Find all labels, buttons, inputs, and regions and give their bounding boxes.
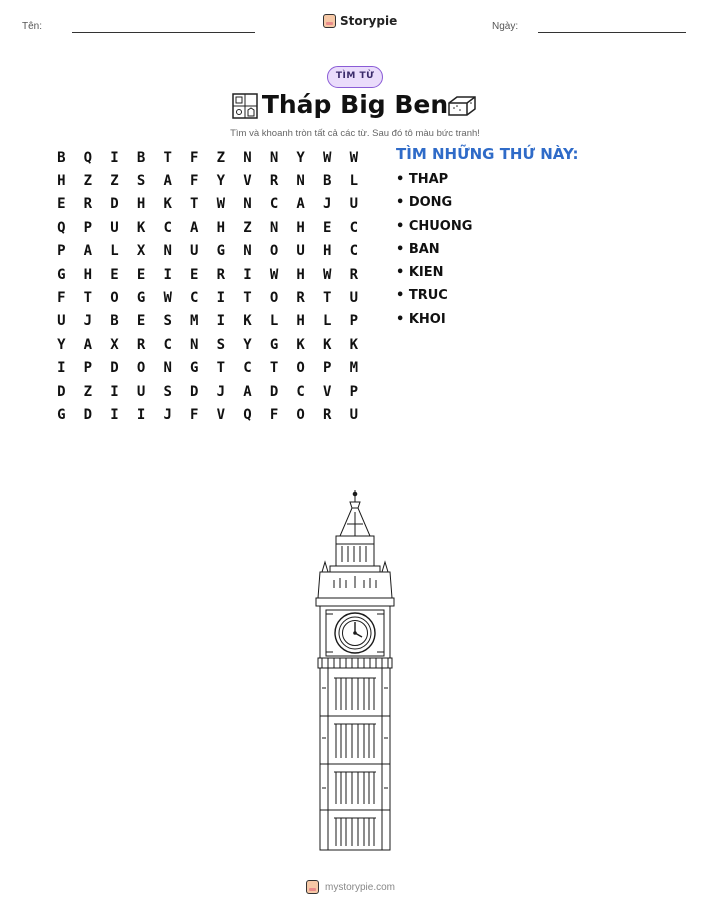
grid-letter: P [57, 243, 66, 260]
word-list-item: • CHUONG [396, 218, 473, 234]
grid-letter: U [57, 313, 66, 330]
grid-letter: T [243, 290, 252, 307]
grid-letter: T [323, 290, 332, 307]
grid-letter: U [349, 290, 359, 307]
grid-letter: P [83, 360, 93, 377]
grid-letter: D [110, 196, 119, 213]
grid-letter: I [110, 149, 119, 166]
grid-letter: E [323, 219, 332, 236]
date-line [538, 32, 686, 33]
grid-letter: E [57, 196, 66, 213]
brick-icon [446, 94, 478, 118]
grid-letter: S [136, 173, 146, 190]
grid-letter: K [136, 219, 146, 236]
grid-letter: Z [216, 149, 226, 166]
page-title: Tháp Big Ben [261, 90, 449, 119]
grid-letter: F [190, 173, 199, 190]
grid-letter: C [349, 219, 359, 236]
grid-letter: D [57, 383, 66, 400]
grid-letter: P [349, 313, 359, 330]
grid-letter: O [296, 406, 305, 423]
grid-row [48, 310, 367, 333]
grid-letter: Q [57, 219, 66, 236]
grid-letter: V [323, 383, 332, 400]
grid-letter: N [163, 243, 172, 260]
grid-row [48, 403, 367, 426]
word-list-item: • TRUC [396, 288, 448, 304]
grid-letter: Y [216, 173, 226, 190]
grid-letter: I [110, 406, 119, 423]
grid-letter: K [163, 196, 172, 213]
grid-letter: H [296, 266, 305, 283]
grid-letter: B [323, 173, 332, 190]
grid-letter: X [110, 336, 119, 353]
grid-letter: K [349, 336, 359, 353]
grid-letter: Z [83, 173, 93, 190]
grid-letter: E [110, 266, 119, 283]
grid-letter: W [323, 266, 332, 283]
grid-letter: A [83, 243, 93, 260]
grid-letter: Z [83, 383, 93, 400]
grid-letter: R [349, 266, 359, 283]
find-list-title: TÌM NHỮNG THỨ NÀY: [396, 145, 579, 163]
grid-letter: J [323, 196, 332, 213]
grid-letter: U [136, 383, 146, 400]
grid-letter: K [296, 336, 305, 353]
instructions: Tìm và khoanh tròn tất cả các từ. Sau đó tô màu bức tranh! [230, 128, 480, 139]
grid-letter: U [349, 196, 359, 213]
grid-letter: I [243, 266, 252, 283]
grid-letter: A [163, 173, 172, 190]
grid-letter: O [296, 360, 305, 377]
grid-letter: F [57, 290, 66, 307]
grid-letter: C [269, 196, 279, 213]
date-label: Ngày: [492, 21, 519, 32]
grid-letter: T [83, 290, 93, 307]
grid-letter: L [323, 313, 332, 330]
grid-letter: R [323, 406, 332, 423]
grid-letter: K [323, 336, 332, 353]
grid-letter: U [190, 243, 199, 260]
grid-letter: L [349, 173, 359, 190]
grid-row [48, 263, 367, 286]
grid-letter: U [349, 406, 359, 423]
grid-letter: X [136, 243, 146, 260]
grid-letter: N [243, 196, 252, 213]
grid-letter: I [57, 360, 66, 377]
grid-letter: S [163, 383, 172, 400]
grid-letter: H [216, 219, 226, 236]
grid-letter: D [83, 406, 93, 423]
name-label: Tên: [22, 21, 43, 32]
grid-letter: N [243, 243, 252, 260]
grid-letter: D [269, 383, 279, 400]
grid-letter: H [296, 219, 305, 236]
footer [306, 880, 395, 894]
grid-letter: D [190, 383, 199, 400]
brand-logo [323, 14, 397, 28]
grid-letter: G [57, 406, 66, 423]
grid-letter: Q [243, 406, 252, 423]
word-list-item: • KIEN [396, 265, 444, 281]
grid-letter: C [243, 360, 252, 377]
grid-letter: T [163, 149, 172, 166]
grid-letter: H [323, 243, 332, 260]
grid-letter: G [269, 336, 279, 353]
grid-letter: N [190, 336, 199, 353]
grid-letter: B [136, 149, 146, 166]
grid-letter: R [216, 266, 226, 283]
grid-letter: L [269, 313, 279, 330]
grid-letter: O [269, 290, 279, 307]
grid-letter: H [83, 266, 93, 283]
grid-letter: P [83, 219, 93, 236]
grid-row [48, 216, 367, 239]
grid-letter: N [296, 173, 305, 190]
footer-url: mystorypie.com [325, 881, 396, 893]
grid-letter: E [190, 266, 199, 283]
big-ben-illustration [300, 488, 410, 856]
grid-letter: V [216, 406, 226, 423]
grid-letter: Y [296, 149, 305, 166]
grid-letter: A [296, 196, 305, 213]
grid-letter: Z [243, 219, 252, 236]
grid-row [48, 333, 367, 356]
storypie-footer-logo-icon [306, 880, 319, 894]
grid-letter: N [243, 149, 252, 166]
grid-letter: L [110, 243, 119, 260]
word-list [396, 170, 472, 333]
grid-letter: P [323, 360, 332, 377]
grid-row [48, 380, 367, 403]
brand-name: Storypie [340, 14, 398, 28]
grid-letter: R [136, 336, 146, 353]
grid-letter: K [243, 313, 252, 330]
grid-letter: O [110, 290, 119, 307]
grid-letter: E [136, 313, 146, 330]
grid-letter: Q [83, 149, 93, 166]
grid-letter: I [216, 290, 226, 307]
grid-letter: H [296, 313, 305, 330]
grid-letter: V [243, 173, 252, 190]
grid-letter: E [136, 266, 146, 283]
grid-letter: C [163, 219, 172, 236]
grid-row [48, 146, 367, 169]
grid-letter: P [349, 383, 359, 400]
grid-letter: W [349, 149, 359, 166]
grid-letter: S [163, 313, 172, 330]
grid-letter: J [216, 383, 226, 400]
grid-letter: F [190, 149, 199, 166]
grid-letter: B [110, 313, 119, 330]
word-search-grid [48, 146, 367, 427]
grid-letter: S [216, 336, 226, 353]
grid-letter: H [136, 196, 146, 213]
word-list-item: • DONG [396, 195, 453, 211]
name-line [72, 32, 255, 33]
grid-letter: F [190, 406, 199, 423]
map-icon [231, 92, 259, 120]
grid-row [48, 169, 367, 192]
grid-letter: W [163, 290, 172, 307]
grid-letter: U [110, 219, 119, 236]
grid-letter: I [136, 406, 146, 423]
grid-row [48, 193, 367, 216]
storypie-logo-icon [323, 14, 336, 28]
grid-letter: G [136, 290, 146, 307]
grid-letter: D [110, 360, 119, 377]
grid-letter: Z [110, 173, 119, 190]
grid-letter: W [323, 149, 332, 166]
grid-letter: M [190, 313, 199, 330]
grid-letter: A [243, 383, 252, 400]
grid-letter: H [57, 173, 66, 190]
grid-letter: G [216, 243, 226, 260]
grid-letter: G [190, 360, 199, 377]
grid-letter: T [190, 196, 199, 213]
grid-row [48, 357, 367, 380]
grid-letter: O [136, 360, 146, 377]
grid-letter: B [57, 149, 66, 166]
grid-letter: C [349, 243, 359, 260]
grid-letter: R [296, 290, 305, 307]
word-list-item: • BAN [396, 241, 440, 257]
activity-badge: TÌM TỪ [327, 66, 383, 88]
grid-letter: F [269, 406, 279, 423]
grid-letter: C [163, 336, 172, 353]
grid-letter: I [163, 266, 172, 283]
grid-letter: T [216, 360, 226, 377]
grid-letter: W [269, 266, 279, 283]
grid-letter: G [57, 266, 66, 283]
grid-row [48, 286, 367, 309]
grid-letter: C [190, 290, 199, 307]
grid-letter: C [296, 383, 305, 400]
grid-letter: J [163, 406, 172, 423]
grid-letter: I [216, 313, 226, 330]
grid-letter: N [163, 360, 172, 377]
grid-letter: U [296, 243, 305, 260]
grid-row [48, 240, 367, 263]
grid-letter: R [83, 196, 93, 213]
grid-letter: J [83, 313, 93, 330]
word-list-item: • KHOI [396, 311, 446, 327]
grid-letter: N [269, 149, 279, 166]
grid-letter: A [190, 219, 199, 236]
grid-letter: M [349, 360, 359, 377]
word-list-item: • THAP [396, 172, 449, 187]
grid-letter: R [269, 173, 279, 190]
grid-letter: Y [243, 336, 252, 353]
grid-letter: W [216, 196, 226, 213]
grid-letter: A [83, 336, 93, 353]
grid-letter: O [269, 243, 279, 260]
grid-letter: I [110, 383, 119, 400]
grid-letter: Y [57, 336, 66, 353]
grid-letter: N [269, 219, 279, 236]
grid-letter: T [269, 360, 279, 377]
